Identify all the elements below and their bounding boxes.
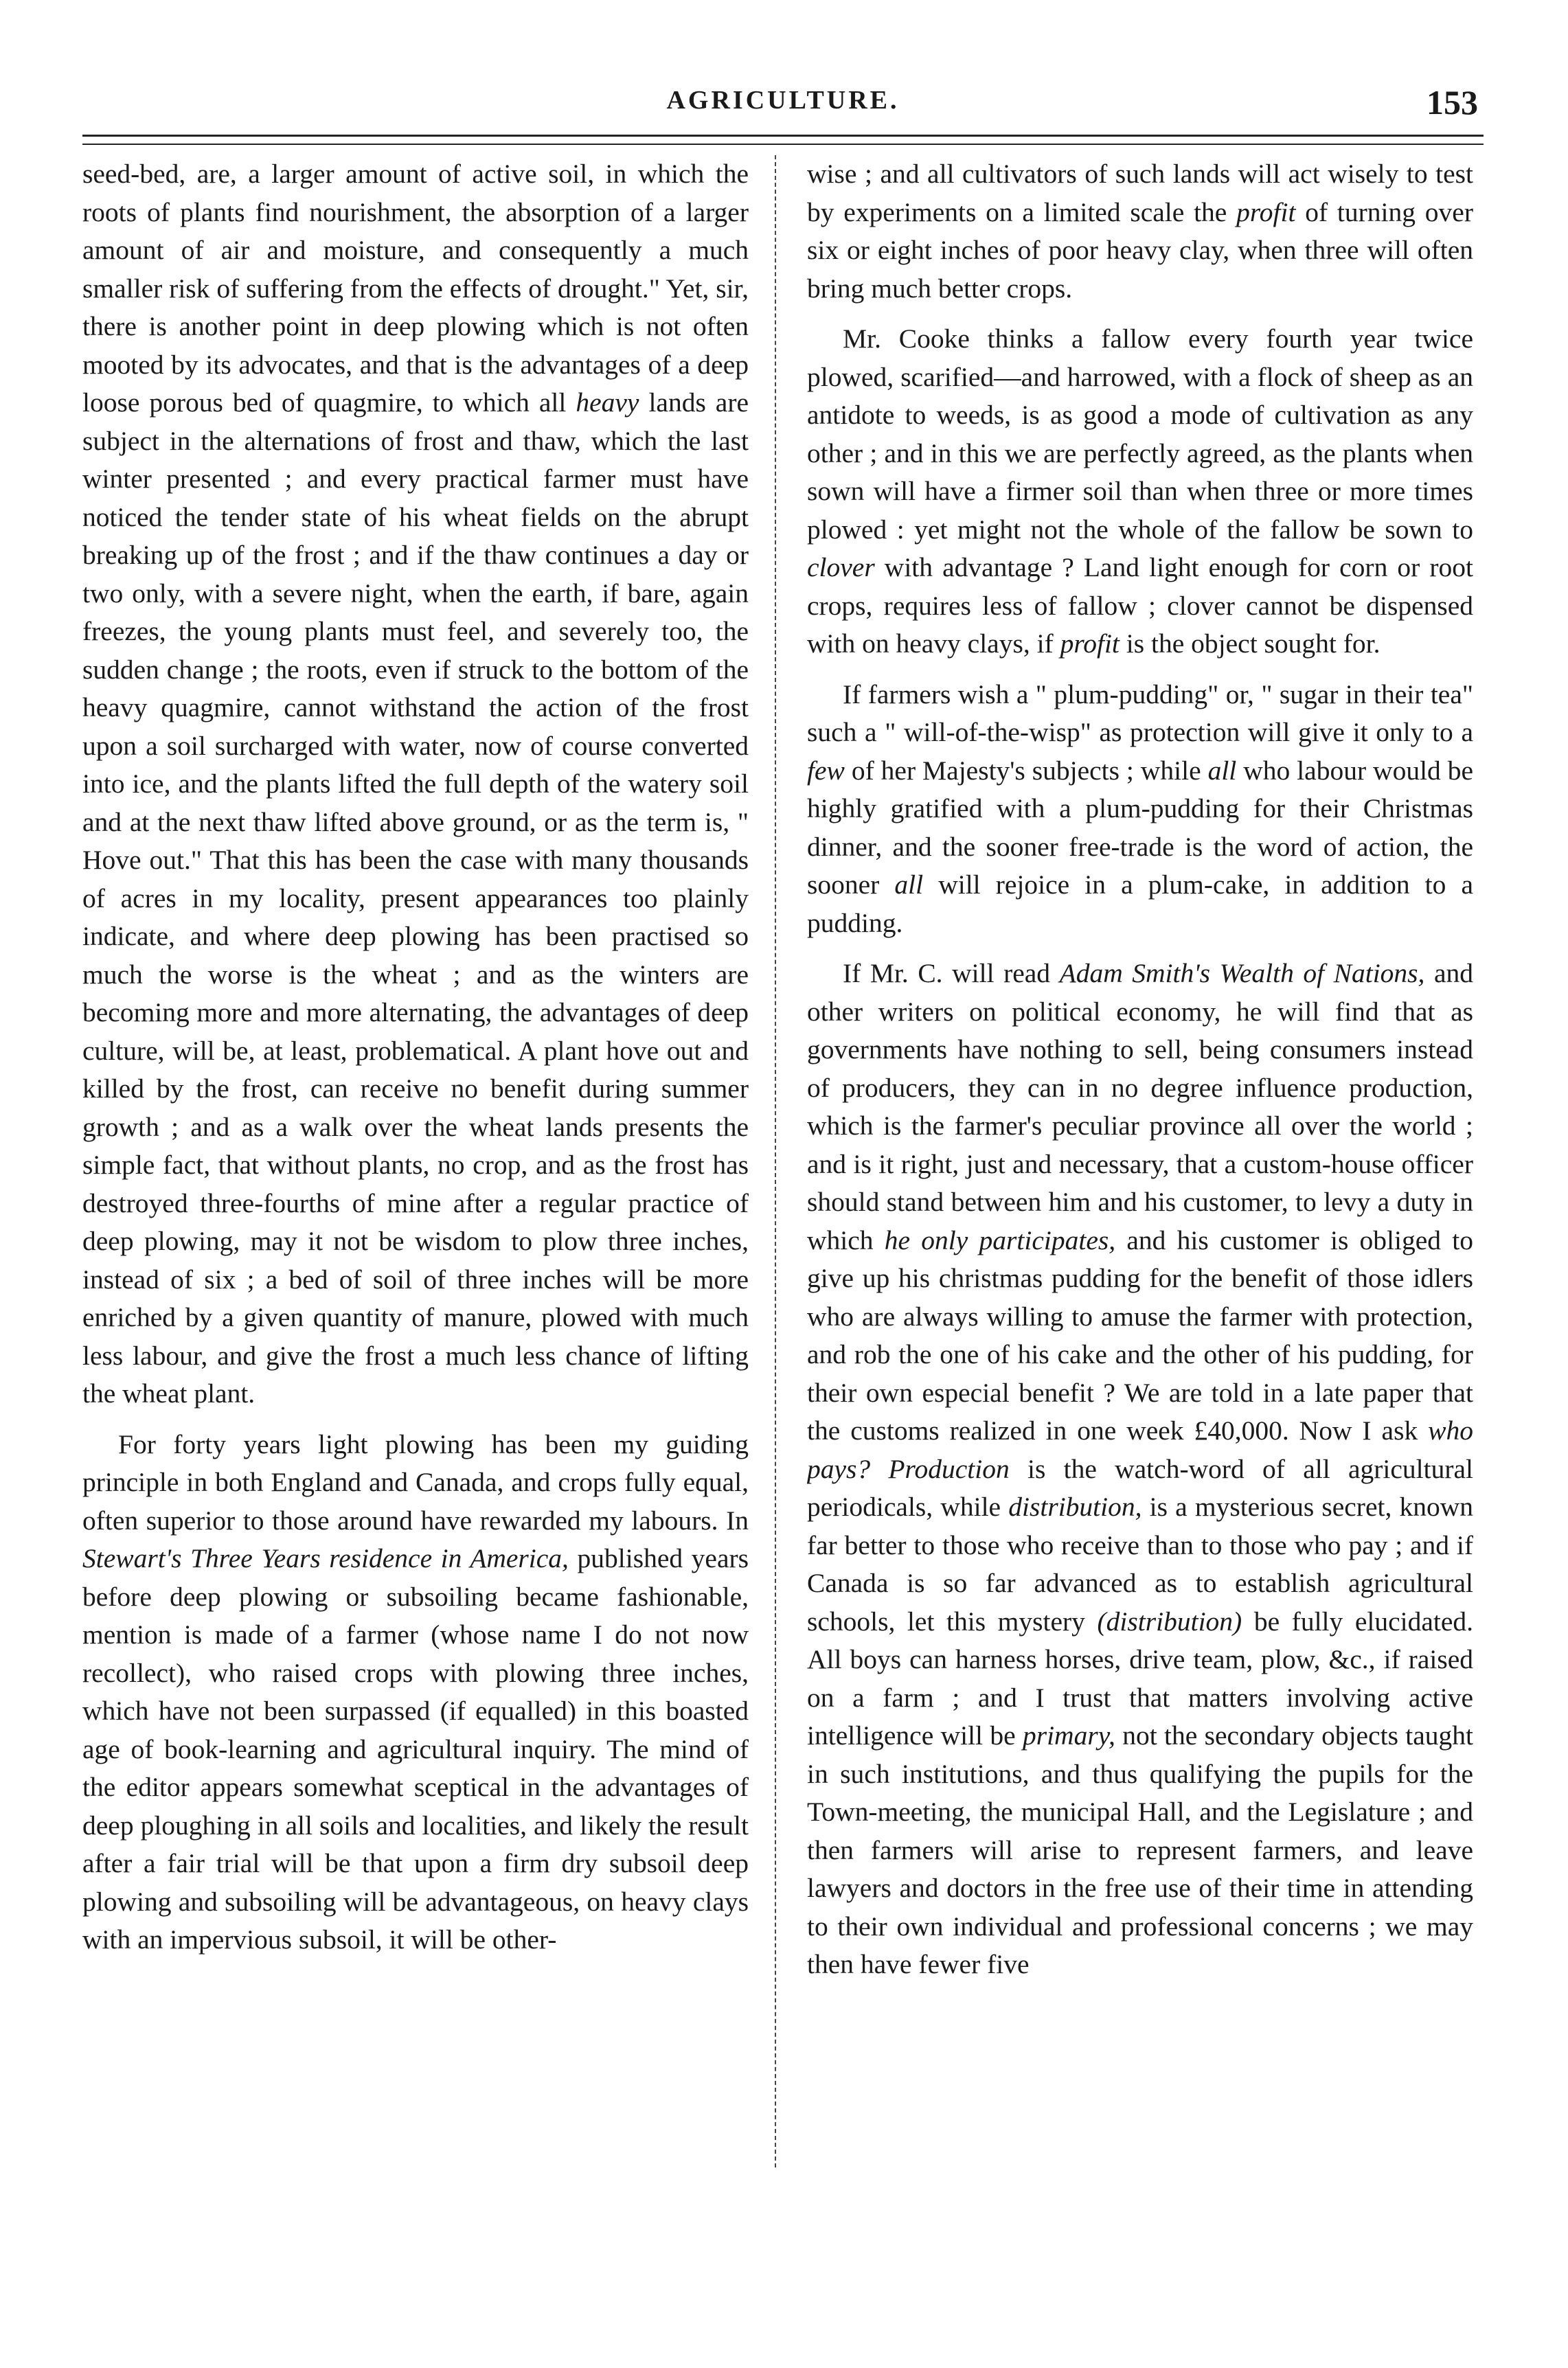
text-run: is the watch-word of all agricultural periodicals, while	[807, 1453, 1473, 1522]
text-run: seed-bed, are, a larger amount of active soil, in which the roots of plants find nourishment, the absorption of a larger amount of air and moisture, and consequently a much smaller risk of suffering from the effects of drought." Yet, sir, there is another point in deep plowing which is not often mooted by its advocates, and that is the advantages of a deep loose porous bed of quagmire, to which all	[82, 159, 749, 418]
text-run: with advantage ? Land light enough for corn or root crops, requires less of fallow ; clover cannot be dispensed with on heavy clays, if	[807, 552, 1473, 659]
emphasis-text: who pays? Production	[807, 1415, 1473, 1484]
paragraph	[807, 320, 1473, 663]
paragraph	[807, 955, 1473, 1984]
book-title-citation: Stewart's Three Years residence in America,	[82, 1543, 569, 1573]
emphasis-text: all	[894, 869, 924, 900]
text-run: published years before deep plowing or subsoiling became fashionable, mention is made of a farmer (whose name I do not now recollect), who raised crops with plowing three inches, which have not been surpassed (if equalled) in this boasted age of book-learning and agricultural inquiry. The mind of the editor appears somewhat sceptical in the advantages of deep ploughing in all soils and localities, and likely the result after a fair trial will be that upon a firm dry subsoil deep plowing and subsoiling will be advantageous, on heavy clays with an impervious subsoil, it will be other-	[82, 1543, 749, 1955]
paragraph	[82, 155, 749, 1413]
emphasis-text: distribution,	[1008, 1492, 1142, 1522]
text-run: not the secondary objects taught in such institutions, and thus qualifying the pupils for the Town-meeting, the municipal Hall, and the Legislature ; and then farmers will arise to represent farmers, and leave lawyers and doctors in the free use of their time in attending to their own individual and professional concerns ; we may then have fewer five	[807, 1720, 1473, 1979]
text-run: is the object sought for.	[1126, 628, 1380, 659]
emphasis-text: heavy	[576, 387, 639, 418]
text-run: lands are subject in the alternations of frost and thaw, which the last winter presented ; and every practical farmer must have noticed the tender state of his wheat fields on the abrupt breaking up of the frost ; and if the thaw continues a day or two only, with a severe night, when the earth, if bare, again freezes, the young plants must feel, and severely too, the sudden change ; the roots, even if struck to the bottom of the heavy quagmire, cannot withstand the action of the frost upon a soil surcharged with water, now of course converted into ice, and the plants lifted the full depth of the watery soil and at the next thaw lifted above ground, or as the term is, " Hove out." That this has been the case with many thousands of acres in my locality, present appearances too plainly indicate, and where deep plowing has been practised so much the worse is the wheat ; and as the winters are becoming more and more alternating, the advantages of deep culture, will be, at least, problematical. A plant hove out and killed by the frost, can receive no benefit during summer growth ; and as a walk over the wheat lands presents the simple fact, that without plants, no crop, and as the frost has destroyed three-fourths of mine after a regular practice of deep plowing, may it not be wisdom to plow three inches, instead of six ; a bed of soil of three inches will be more enriched by a given quantity of manure, plowed with much less labour, and give the frost a much less chance of lifting the wheat plant.	[82, 387, 749, 1409]
text-run: who labour would be highly gratified with a plum-pudding for their Christmas dinner, and the sooner free-trade is the word of action, the sooner	[807, 755, 1473, 900]
text-run: For forty years light plowing has been my guiding principle in both England and Canada, and crops fully equal, often superior to those around have rewarded my labours. In	[82, 1428, 749, 1536]
running-head	[82, 82, 1484, 130]
text-run: If Mr. C. will read	[843, 958, 1051, 988]
text-run: and his customer is obliged to give up his christmas pudding for the benefit of those idlers who are always willing to amuse the farmer with protection, and rob the one of his cake and the other of his pudding, for their own especial benefit ? We are told in a late paper that the customs realized in one week £40,000. Now I ask	[807, 1225, 1473, 1446]
emphasis-text: profit	[1236, 196, 1296, 227]
header-rule	[82, 135, 1484, 145]
text-run: and other writers on political economy, he will find that as governments have nothing to sell, being consumers instead of producers, they can in no degree influence production, which is the farmer's peculiar province all over the world ; and is it right, just and necessary, that a custom-house officer should stand between him and his customer, to levy a duty in which	[807, 958, 1473, 1255]
section-title: AGRICULTURE.	[666, 86, 900, 115]
emphasis-text: (distribution)	[1097, 1606, 1242, 1637]
left-column	[82, 155, 749, 2291]
emphasis-text: few	[807, 755, 845, 786]
emphasis-text: all	[1207, 755, 1237, 786]
book-title-citation: Adam Smith's Wealth of Nations,	[1059, 958, 1425, 988]
page-number: 153	[1427, 83, 1478, 122]
paragraph	[82, 1426, 749, 1959]
text-run: be fully elucidated. All boys can harness horses, drive team, plow, &c., if raised on a farm ; and I trust that matters involving active intelligence will be	[807, 1606, 1473, 1751]
emphasis-text: he only participates,	[884, 1225, 1116, 1255]
text-run: wise ; and all cultivators of such lands will act wisely to test by experiments on a limited scale the	[807, 159, 1473, 227]
emphasis-text: clover	[807, 552, 875, 582]
text-run: is a mysterious secret, known far better to those who receive than to those who pay ; and if Canada is so far advanced as to establish agricultural schools, let this mystery	[807, 1492, 1473, 1637]
text-run: Mr. Cooke thinks a fallow every fourth year twice plowed, scarified—and harrowed, with a flock of sheep as an antidote to weeds, is as good a mode of cultivation as any other ; and in this we are perfectly agreed, as the plants when sown will have a firmer soil than when three or more times plowed : yet might not the whole of the fallow be sown to	[807, 323, 1473, 545]
text-run: of turning over six or eight inches of poor heavy clay, when three will often bring much better crops.	[807, 196, 1473, 304]
text-run: of her Majesty's subjects ; while	[851, 755, 1201, 786]
emphasis-text: primary,	[1022, 1720, 1115, 1751]
text-run: will rejoice in a plum-cake, in addition to a pudding.	[807, 869, 1473, 938]
emphasis-text: profit	[1060, 628, 1120, 659]
text-run: If farmers wish a " plum-pudding" or, " sugar in their tea" such a " will-of-the-wisp" as protection will give it only to a	[807, 679, 1473, 747]
paragraph	[807, 155, 1473, 308]
column-divider	[775, 155, 776, 2167]
right-column	[807, 155, 1473, 2291]
paragraph	[807, 676, 1473, 943]
